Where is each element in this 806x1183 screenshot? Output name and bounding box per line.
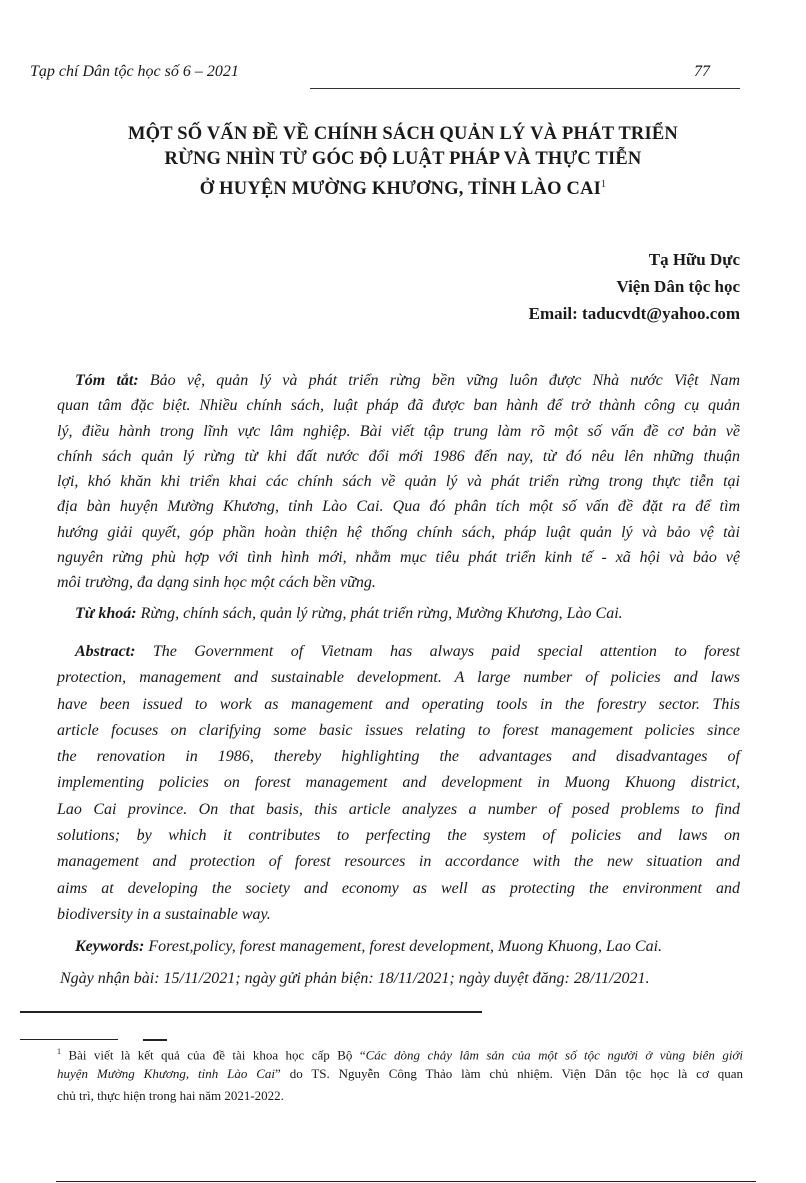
header-rule <box>310 88 740 89</box>
bottom-rule <box>56 1181 756 1182</box>
abstract-line: protection, management and sustainable development. A large number of policies and laws <box>57 669 740 687</box>
abstract-line: solutions; by which it contributes to perfecting the system of policies and laws on <box>57 827 740 845</box>
footnote-project-title: huyện Mường Khương, tỉnh Lào Cai <box>57 1066 276 1081</box>
abstract-line: aims at developing the society and economy as well as protecting the environment and <box>57 879 740 897</box>
summary-text: Bảo vệ, quản lý và phát triển rừng bền vững luôn được Nhà nước Việt Nam <box>138 372 741 389</box>
footnote <box>57 1041 743 1107</box>
keywords-vi <box>75 605 623 623</box>
summary-line: hướng giải quyết, góp phần hoàn thiện hệ thống chính sách, pháp luật quản lý và bảo vệ tài <box>57 523 740 541</box>
keywords-en <box>75 938 662 956</box>
footnote-text: ” do TS. Nguyễn Công Thảo làm chủ nhiệm. Viện Dân tộc học là cơ quan <box>275 1066 743 1081</box>
summary-line: lý, điều hành trong lĩnh vực lâm nghiệp. Bài viết tập trung làm rõ một số vấn đề cơ bản về <box>57 422 740 440</box>
page-number: 77 <box>694 63 710 80</box>
summary-line: quan tâm đặc biệt. Nhiều chính sách, luật pháp đã được ban hành để trở thành công cụ quản <box>57 397 740 415</box>
author-affiliation: Viện Dân tộc học <box>616 277 740 296</box>
footnote-line <box>57 1063 743 1085</box>
footnote-project-title: Các dòng chảy lâm sản của một số tộc người ở vùng biên giới <box>365 1047 743 1063</box>
footnote-line <box>57 1041 743 1063</box>
footnote-text: Bài viết là kết quả của đề tài khoa học cấp Bộ “ <box>61 1047 366 1063</box>
keywords-vi-text: Rừng, chính sách, quản lý rừng, phát triển rừng, Mường Khương, Lào Cai. <box>136 605 623 622</box>
separator-rule-right <box>253 1011 480 1012</box>
abstract-line: management and protection of forest resources in accordance with the new situation and <box>57 853 740 871</box>
abstract-line: Lao Cai province. On that basis, this article analyzes a number of posed problems to find <box>57 800 740 818</box>
keywords-en-label: Keywords: <box>75 938 145 955</box>
title-line <box>0 172 806 202</box>
abstract-line: the renovation in 1986, thereby highlighting the advantages and disadvantages of <box>57 748 740 766</box>
title-footnote-mark: 1 <box>601 179 607 190</box>
author-name: Tạ Hữu Dực <box>648 250 740 269</box>
title-line: MỘT SỐ VẤN ĐỀ VỀ CHÍNH SÁCH QUẢN LÝ VÀ PHÁT TRIỂN <box>128 124 678 144</box>
running-header <box>30 63 740 81</box>
summary-vi <box>57 368 740 596</box>
footnote-line: chủ trì, thực hiện trong hai năm 2021-2022. <box>57 1088 284 1103</box>
summary-line: chính sách quản lý rừng từ khi đất nước đổi mới 1986 đến nay, từ đó nêu lên những thuận <box>57 447 740 465</box>
summary-line <box>57 368 740 393</box>
journal-name: Tạp chí Dân tộc học số 6 – 2021 <box>30 63 239 80</box>
summary-line: môi trường, đa dạng sinh học một cách bền vững. <box>57 574 376 592</box>
summary-line: nguyên rừng phù hợp với tình hình mới, nhằm mục tiêu phát triển kinh tế - xã hội và bảo vệ <box>57 549 740 567</box>
dates-line: Ngày nhận bài: 15/11/2021; ngày gửi phản biện: 18/11/2021; ngày duyệt đăng: 28/11/2021. <box>60 970 650 987</box>
keywords-en-text: Forest,policy, forest management, forest development, Muong Khuong, Lao Cai. <box>144 938 663 955</box>
abstract-line: have been issued to work as management and operating tools in the forestry sector. This <box>57 695 740 713</box>
abstract-en <box>57 639 740 928</box>
footnote-rule <box>20 1039 118 1040</box>
author-email: Email: taducvdt@yahoo.com <box>528 304 740 323</box>
abstract-line <box>57 639 740 665</box>
title-line: RỪNG NHÌN TỪ GÓC ĐỘ LUẬT PHÁP VÀ THỰC TIỄN <box>164 149 642 169</box>
keywords-vi-label: Từ khoá: <box>75 605 137 622</box>
abstract-line: implementing policies on forest management and development in Muong Khuong district, <box>57 774 740 792</box>
summary-line: địa bàn huyện Mường Khương, tỉnh Lào Cai. Qua đó phân tích một số vấn đề đặt ra để tìm <box>57 498 740 516</box>
footnote-mark: 1 <box>57 1047 61 1056</box>
article-title <box>0 122 806 202</box>
abstract-line: biodiversity in a sustainable way. <box>57 905 271 923</box>
abstract-text: The Government of Vietnam has always paid special attention to forest <box>135 643 740 660</box>
summary-label: Tóm tắt: <box>75 372 139 389</box>
abstract-label: Abstract: <box>75 643 136 660</box>
title-line-text: Ở HUYỆN MƯỜNG KHƯƠNG, TỈNH LÀO CAI <box>199 179 602 200</box>
summary-line: lợi, khó khăn khi triển khai các chính sách về quản lý và phát triển rừng trong thực tiễn tại <box>57 473 740 491</box>
abstract-line: article focuses on clarifying some basic issues relating to forest management policies since <box>57 721 740 739</box>
